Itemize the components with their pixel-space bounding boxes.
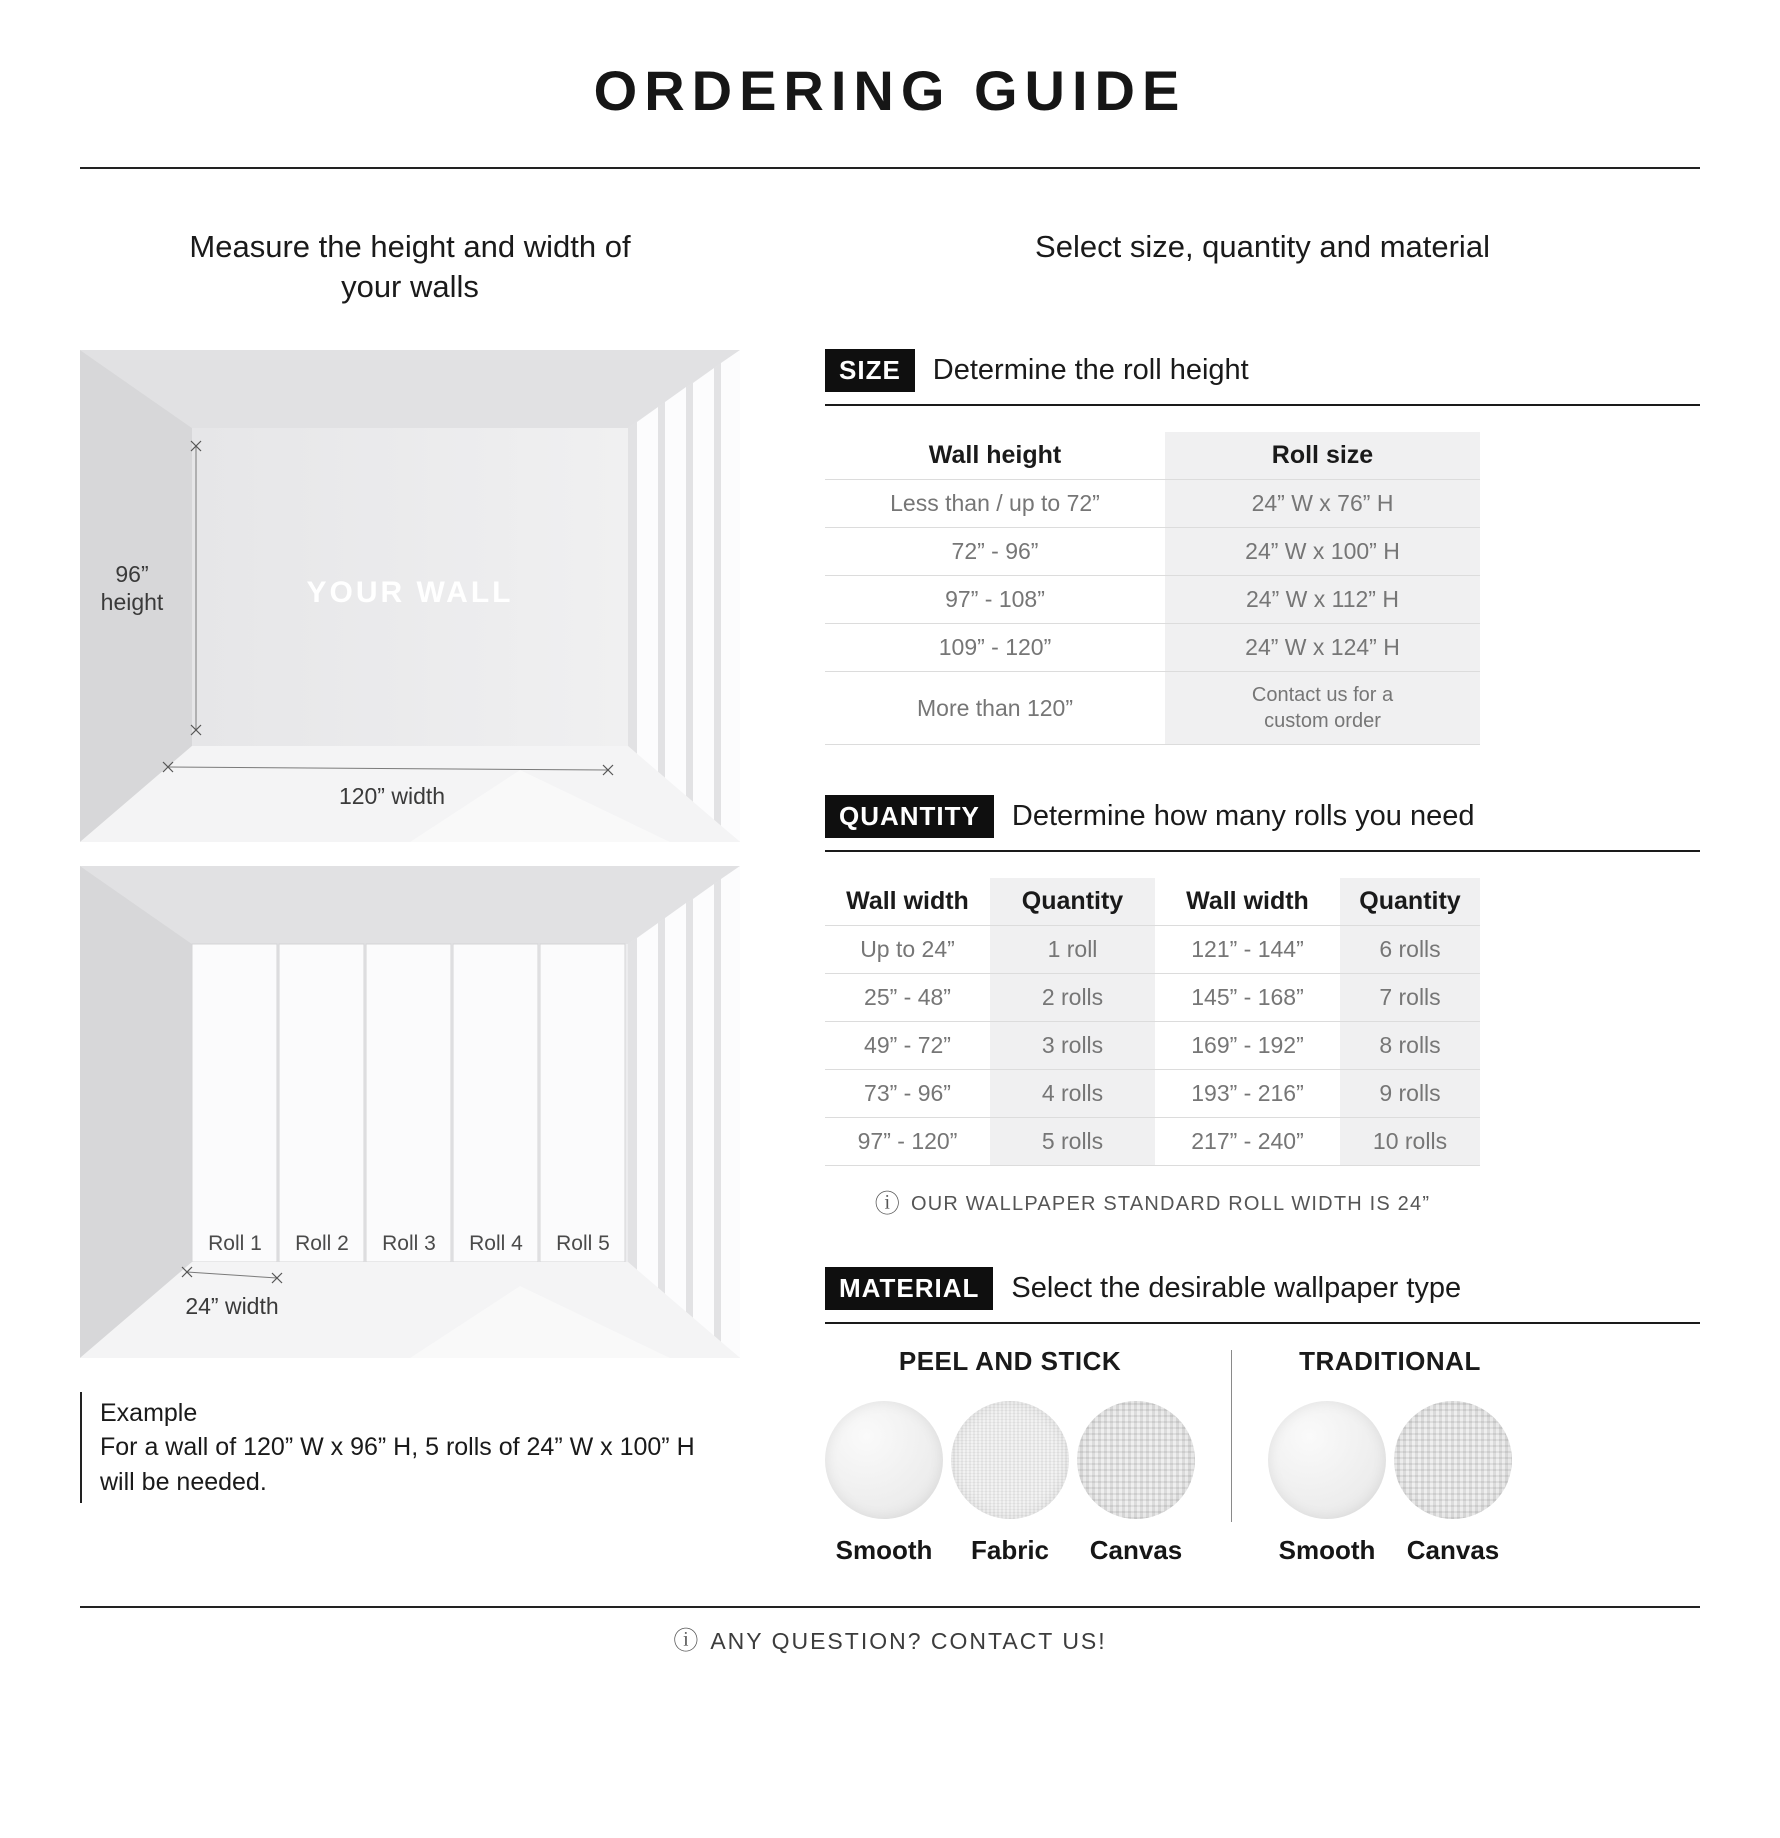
wall-height-value: 96” [115,560,149,587]
roll-label: Roll 5 [556,1231,610,1255]
swatch-label: Fabric [970,1535,1050,1566]
quantity-cell: 3 rolls [990,1022,1155,1070]
quantity-cell: 4 rolls [990,1070,1155,1118]
swatch-smooth [825,1401,943,1519]
main-columns [0,227,1780,1566]
wall-width-cell: 169” - 192” [1191,1032,1304,1059]
swatch-label: Canvas [1089,1535,1183,1566]
quantity-cell: 6 rolls [1340,926,1480,974]
roll-panel [366,944,451,1262]
roll-label: Roll 4 [469,1231,523,1255]
swatch-item [1077,1401,1195,1566]
material-group-peel-and-stick [825,1346,1195,1566]
swatch-item [951,1401,1069,1566]
material-group-name: TRADITIONAL [1299,1346,1481,1377]
roll-size-cell: Contact us for a custom order [1165,672,1480,745]
material-group-traditional [1268,1346,1512,1566]
column-header: Wall height [928,441,1062,470]
material-section [825,1267,1700,1566]
roll-width-note-text: OUR WALLPAPER STANDARD ROLL WIDTH IS 24” [911,1193,1431,1216]
example-block [80,1392,740,1504]
swatch-label: Smooth [1278,1535,1376,1566]
roll-panels [192,944,625,1262]
roll-label: Roll 3 [382,1231,436,1255]
quantity-cell: 9 rolls [1340,1070,1480,1118]
size-table [825,432,1480,745]
table-row [825,1118,1480,1166]
roll-label: Roll 2 [295,1231,349,1255]
example-line2: will be needed. [100,1467,267,1496]
table-row [825,528,1480,576]
wall-height-cell: 109” - 120” [938,634,1052,661]
table-header-row [825,878,1480,926]
ceiling [80,350,740,428]
your-wall-label: YOUR WALL [306,575,514,609]
wall-height-word: height [100,588,164,615]
room-diagram-rolls [80,866,740,1358]
footer-note: ANY QUESTION? CONTACT US! [710,1628,1107,1655]
wall-width-cell: 121” - 144” [1191,936,1304,963]
quantity-cell: 8 rolls [1340,1022,1480,1070]
wall-width-cell: 97” - 120” [857,1128,958,1155]
swatch-item [825,1401,943,1566]
wall-height-cell: 97” - 108” [945,586,1045,613]
quantity-cell: 7 rolls [1340,974,1480,1022]
quantity-section [825,795,1700,1217]
wall-height-cell: More than 120” [917,694,1073,721]
page-title: ORDERING GUIDE [593,59,1187,122]
material-badge: MATERIAL [825,1267,993,1310]
roll-width-note [825,1192,1480,1217]
table-header-row [825,432,1480,480]
roll-width-label: 24” width [185,1292,279,1319]
table-row [825,926,1480,974]
swatch-canvas [1077,1401,1195,1519]
quantity-cell: 5 rolls [990,1118,1155,1166]
material-divider [1231,1350,1232,1522]
wall-width-cell: 25” - 48” [864,984,951,1011]
wall-width-cell: 145” - 168” [1191,984,1304,1011]
swatch-canvas [1394,1401,1512,1519]
swatch-item [1394,1401,1512,1566]
swatch-fabric [951,1401,1069,1519]
roll-panel [192,944,277,1262]
select-column [825,227,1700,1566]
material-group-name: PEEL AND STICK [898,1346,1122,1377]
material-groups [825,1346,1700,1566]
title-divider [80,167,1700,169]
table-row [825,1022,1480,1070]
column-header: Quantity [1340,878,1480,926]
swatch-label: Smooth [835,1535,933,1566]
quantity-cell: 1 roll [990,926,1155,974]
roll-panel [453,944,538,1262]
material-subtitle: Select the desirable wallpaper type [1011,1272,1462,1305]
material-section-header [825,1267,1700,1324]
quantity-cell: 2 rolls [990,974,1155,1022]
quantity-badge: QUANTITY [825,795,994,838]
table-row [825,576,1480,624]
info-icon: ⓘ [874,1190,901,1219]
info-icon: ⓘ [673,1627,701,1656]
size-section [825,349,1700,745]
size-section-header [825,349,1700,406]
select-heading: Select size, quantity and material [1035,229,1490,264]
roll-label: Roll 1 [208,1231,262,1255]
table-row [825,974,1480,1022]
roll-size-cell: 24” W x 76” H [1165,480,1480,528]
room-diagram-measure [80,350,740,842]
wall-height-cell: Less than / up to 72” [890,490,1100,517]
roll-size-cell: 24” W x 112” H [1165,576,1480,624]
wall-height-cell: 72” - 96” [951,538,1039,565]
column-header: Wall width [1186,887,1309,916]
column-header: Wall width [846,887,969,916]
column-header: Roll size [1165,432,1480,480]
quantity-section-header [825,795,1700,852]
size-badge: SIZE [825,349,915,392]
quantity-subtitle: Determine how many rolls you need [1011,800,1475,833]
floor [80,1262,740,1358]
wall-width-cell: 193” - 216” [1191,1080,1304,1107]
roll-size-cell: 24” W x 100” H [1165,528,1480,576]
ceiling [80,866,740,944]
footer [80,1606,1700,1655]
wall-width-cell: Up to 24” [860,936,955,963]
swatch-smooth [1268,1401,1386,1519]
column-header: Quantity [990,878,1155,926]
table-row [825,1070,1480,1118]
swatch-item [1268,1401,1386,1566]
wall-width-label: 120” width [338,782,446,809]
measure-heading: Measure the height and width of your walls [189,229,631,305]
quantity-table [825,878,1480,1166]
roll-panel [540,944,625,1262]
example-line1: For a wall of 120” W x 96” H, 5 rolls of 24” W x 100” H [100,1433,695,1462]
roll-panel [279,944,364,1262]
example-title: Example [100,1398,198,1427]
wall-width-cell: 217” - 240” [1191,1128,1304,1155]
measure-column [80,227,740,1566]
table-row [825,480,1480,528]
size-subtitle: Determine the roll height [932,354,1249,387]
wall-width-cell: 49” - 72” [864,1032,951,1059]
table-row [825,624,1480,672]
table-row [825,672,1480,745]
quantity-cell: 10 rolls [1340,1118,1480,1166]
wall-width-cell: 73” - 96” [864,1080,951,1107]
roll-size-cell: 24” W x 124” H [1165,624,1480,672]
swatch-label: Canvas [1406,1535,1500,1566]
